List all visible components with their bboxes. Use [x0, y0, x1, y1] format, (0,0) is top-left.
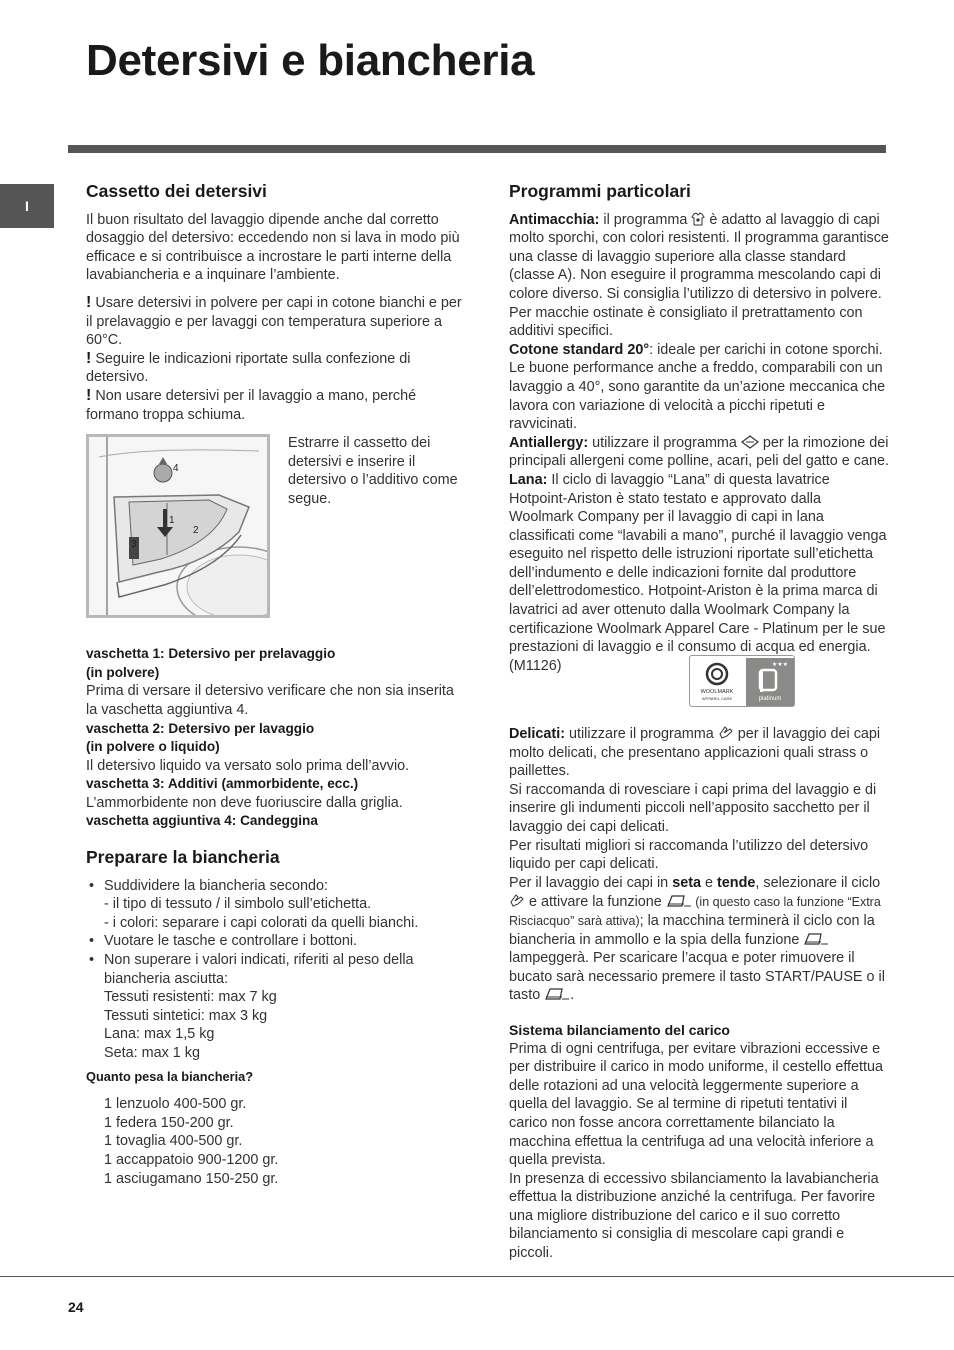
extra-rinse-icon: [544, 987, 570, 1001]
vaschetta-3-text: L’ammorbidente non deve fuoriuscire dalla griglia.: [86, 794, 403, 811]
fig-label-4: 4: [173, 463, 179, 475]
warning-1: ! Usare detersivi in polvere per capi in cotone bianchi e per il prelavaggio e per lavaggi con temperatura superiore a 60°C.: [86, 293, 462, 349]
antimacchia-paragraph: Antimacchia: il programma è adatto al lavaggio di capi molto sporchi, con colori resistenti. Il programma garantisce una classe di lavaggio superiore alla classe standard (classe A). Non eseguire il programma mescolando capi di colore diverso. Si consiglia l’utilizzo di detersivo in polvere. Per macchie ostinate è consigliato il pretrattamento con additivi specifici.: [509, 211, 889, 340]
list-item: 1 lenzuolo 400-500 gr.: [104, 1096, 247, 1113]
quanto-heading: Quanto pesa la biancheria?: [86, 1068, 254, 1084]
cassetto-intro: Il buon risultato del lavaggio dipende anche dal corretto dosaggio del detersivo: eccedendo non si lava in modo più efficace e si contribuisce a incrostare le parti interne della lavabiancheria e a inquinare l’ambiente.: [86, 211, 460, 284]
top-rule: [68, 145, 886, 153]
platinum-text: platinum: [758, 696, 782, 703]
lana-paragraph: Lana: Il ciclo di lavaggio “Lana” di questa lavatrice Hotpoint-Ariston è stato testato e approvato dalla Woolmark Company per il lavaggio di capi in lana classificati come “lavabili a mano”, purché il lavaggio venga eseguito nel rispetto delle istruzioni riportate sull’etichetta dell’indumento e delle indicazioni fornite dal produttore dell’elettrodomestico. Hotpoint-Ariston è la prima marca di lavatrici ad aver ottenuto dalla Woolmark Company la certificazione Woolmark Apparel Care - Platinum per le sue prestazioni di lavaggio e il consumo di acqua ed energia. (M1126): [509, 471, 887, 674]
delicate-hand-icon: [509, 892, 525, 908]
stain-shirt-icon: [691, 212, 705, 226]
vaschetta-2-title: vaschetta 2: Detersivo per lavaggio: [86, 720, 315, 736]
warning-3: ! Non usare detersivi per il lavaggio a mano, perché formano troppa schiuma.: [86, 386, 417, 423]
list-item: • Vuotare le tasche e controllare i bottoni.: [86, 932, 466, 951]
list-item: 1 tovaglia 400-500 gr.: [104, 1133, 243, 1150]
warning-icon: !: [86, 349, 92, 367]
right-column: [509, 182, 889, 1263]
extra-rinse-icon: [803, 932, 829, 946]
extra-rinse-icon: [666, 894, 692, 908]
preparare-list: [86, 877, 466, 1063]
vaschetta-1-sub: (in polvere): [86, 664, 160, 680]
seta-paragraph: Per il lavaggio dei capi in seta e tende, selezionare il ciclo e attivare la funzione (in questo caso la funzione “Extra Risciacquo” sarà attiva); la macchina terminerà il ciclo con la biancheria in ammollo e la spia della funzione lampeggerà. Per scaricare l’acqua e poter rimuovere il bucato sarà necessario premere il tasto START/PAUSE o il tasto .: [509, 874, 885, 1004]
preparare-heading: Preparare la biancheria: [86, 847, 280, 868]
page-title: Detersivi e biancheria: [86, 36, 535, 85]
delicati-paragraph-3: Per risultati migliori si raccomanda l’utilizzo del detersivo liquido per capi delicati.: [509, 837, 869, 873]
vaschetta-2-sub: (in polvere o liquido): [86, 739, 220, 755]
diamond-allergy-icon: [741, 435, 759, 449]
detergent-drawer-illustration: [86, 434, 270, 618]
delicati-paragraph-2: Si raccomanda di rovesciare i capi prima del lavaggio e di inserire gli indumenti piccoli nell’apposito sacchetto per il lavaggio dei capi delicati.: [509, 781, 877, 835]
sistema-heading: Sistema bilanciamento del carico: [509, 1021, 730, 1038]
drawer-drawing: [89, 437, 267, 615]
vaschetta-1-text: Prima di versare il detersivo verificare che non sia inserita la vaschetta aggiuntiva 4.: [86, 683, 454, 718]
weights-list: [86, 1095, 466, 1188]
cassetto-heading: Cassetto dei detersivi: [86, 181, 267, 201]
platinum-stars: ★★★: [771, 661, 788, 669]
woolmark-logo-icon: [701, 664, 734, 701]
fig-label-2: 2: [193, 525, 199, 537]
cotone-paragraph: Cotone standard 20°: ideale per carichi in cotone sporchi. Le buone performance anche a freddo, comparabili con un lavaggio a 40°, sono garantite da un’azione meccanica che lavora con variazione di velocità a picchi ripetuti e ravvicinati.: [509, 341, 886, 433]
vaschetta-1-title: vaschetta 1: Detersivo per prelavaggio: [86, 646, 336, 662]
fig-label-3: 3: [131, 539, 137, 551]
woolmark-platinum-logo: [689, 655, 795, 707]
programmi-heading: Programmi particolari: [509, 181, 691, 201]
antiallergy-paragraph: Antiallergy: utilizzare il programma per la rimozione dei principali allergeni come polline, acari, peli del gatto e cane.: [509, 434, 889, 470]
vaschetta-4-title: vaschetta aggiuntiva 4: Candeggina: [86, 813, 318, 829]
warning-2: ! Seguire le indicazioni riportate sulla confezione di detersivo.: [86, 349, 411, 386]
bottom-rule: [0, 1276, 954, 1277]
list-item: 1 accappatoio 900-1200 gr.: [104, 1151, 279, 1168]
vaschetta-3-title: vaschetta 3: Additivi (ammorbidente, ecc.): [86, 776, 359, 792]
list-item: 1 asciugamano 150-250 gr.: [104, 1170, 279, 1187]
sistema-paragraph-2: In presenza di eccessivo sbilanciamento la lavabiancheria effettua la distribuzione anziché la centrifuga. Per favorire una migliore distribuzione del carico e il suo corretto bilanciamento si consiglia di mescolare capi grandi e piccoli.: [509, 1170, 879, 1262]
fig-label-1: 1: [169, 515, 175, 527]
figure-caption: Estrarre il cassetto dei detersivi e inserire il detersivo o l’additivo come segue.: [288, 435, 458, 507]
list-item: • Non superare i valori indicati, riferiti al peso della biancheria asciutta: Tessuti resistenti: max 7 kg Tessuti sintetici: max 3 kg Lana: max 1,5 kg Seta: max 1 kg: [86, 951, 466, 1063]
delicati-paragraph: Delicati: utilizzare il programma per il lavaggio dei capi molto delicati, che presentano applicazioni quali strass o paillettes.: [509, 726, 881, 780]
list-item: • Suddividere la biancheria secondo: - il tipo di tessuto / il simbolo sull’etichetta. - i colori: separare i capi colorati da quelli bianchi.: [86, 877, 466, 933]
woolmark-text: WOOLMARK: [700, 689, 734, 696]
warning-icon: !: [86, 386, 92, 404]
list-item: 1 federa 150-200 gr.: [104, 1114, 234, 1131]
warning-icon: !: [86, 293, 92, 311]
language-tab: I: [0, 184, 54, 228]
delicate-hand-icon: [718, 724, 734, 740]
vaschetta-2-text: Il detersivo liquido va versato solo prima dell’avvio.: [86, 757, 410, 774]
woolmark-subtext: APPAREL CARE: [701, 696, 733, 702]
page-number: 24: [68, 1299, 84, 1315]
sistema-paragraph-1: Prima di ogni centrifuga, per evitare vibrazioni eccessive e per distribuire il carico in modo uniforme, il cestello effettua delle rotazioni ad una velocità leggermente superiore a quella del lavaggio. Se al termine di ripetuti tentativi il carico non fosse ancora correttamente bilanciato la macchina effettua la centrifuga ad una velocità inferiore a quella prevista.: [509, 1040, 884, 1169]
left-column: [86, 182, 466, 1188]
platinum-logo-icon: [746, 658, 794, 706]
